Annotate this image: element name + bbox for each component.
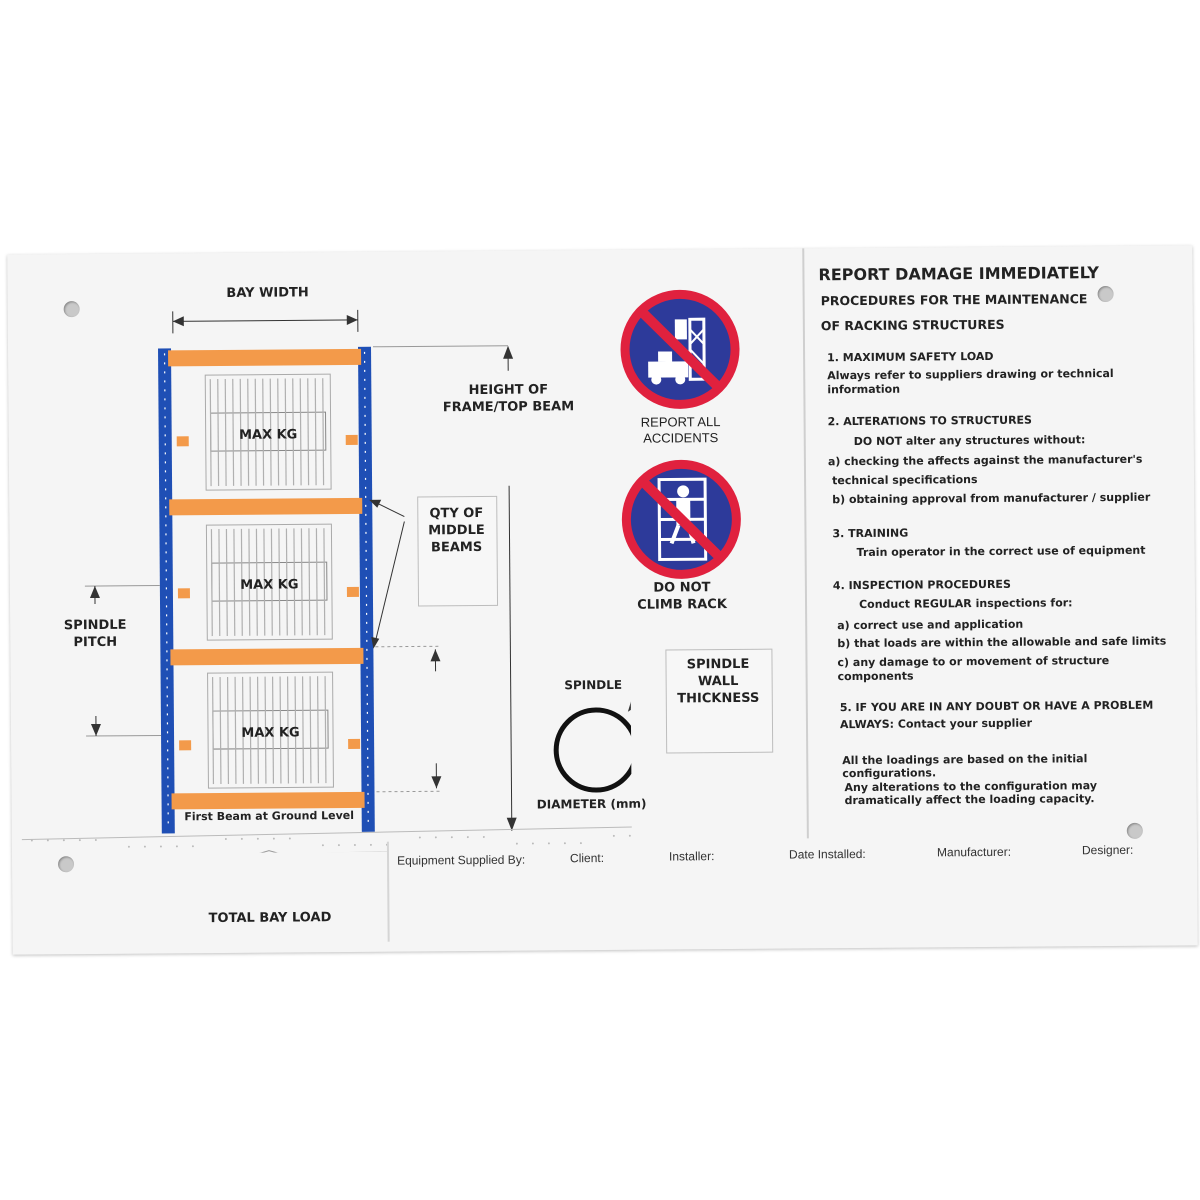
report-accidents-line-1: REPORT ALL (640, 414, 721, 430)
loading-note: dramatically affect the loading capacity. (844, 792, 1095, 808)
wall-thickness-label-3: THICKNESS (677, 690, 760, 707)
section-2-title: 2. ALTERATIONS TO STRUCTURES (827, 413, 1032, 429)
section-2-line: DO NOT alter any structures without: (853, 433, 1086, 449)
footer-divider (387, 842, 390, 942)
diameter-label: DIAMETER (mm) (536, 796, 647, 812)
client-field: Client: (569, 850, 605, 866)
arm-bracket (347, 587, 359, 597)
section-4-line: components (837, 669, 914, 684)
section-4-title: 4. INSPECTION PROCEDURES (832, 577, 1011, 593)
wall-thickness-label-1: SPINDLE (686, 656, 750, 673)
qty-label-1: QTY OF (429, 505, 484, 522)
report-accidents-line-2: ACCIDENTS (643, 430, 719, 446)
date-installed-field: Date Installed: (788, 846, 866, 862)
total-bay-load-label: TOTAL BAY LOAD (208, 910, 332, 927)
first-beam-label: First Beam at Ground Level (184, 808, 355, 824)
left-upright (158, 348, 175, 833)
spindle-label: SPINDLE (564, 677, 623, 693)
report-damage-heading: REPORT DAMAGE IMMEDIATELY (818, 263, 1100, 285)
arm-bracket (178, 588, 190, 598)
qty-label-3: BEAMS (430, 539, 483, 556)
section-4-line: c) any damage to or movement of structure (837, 654, 1110, 670)
arm-bracket (346, 435, 358, 445)
qty-label-2: MIDDLE (428, 522, 485, 539)
middle-beam (169, 498, 362, 516)
middle-beam (170, 648, 363, 666)
racking-load-sign (7, 245, 1197, 954)
section-3-line: Train operator in the correct use of equipment (856, 543, 1146, 560)
section-2-line: technical specifications (832, 473, 978, 488)
manufacturer-field: Manufacturer: (936, 844, 1012, 860)
designer-field: Designer: (1081, 842, 1134, 858)
mounting-hole (58, 856, 74, 872)
procedures-subheading-2: OF RACKING STRUCTURES (820, 316, 1005, 334)
spindle-ring (556, 710, 632, 791)
do-not-climb-line-1: DO NOT (653, 580, 711, 596)
loading-note: configurations. (842, 766, 937, 781)
height-label-1: HEIGHT OF (468, 382, 549, 399)
racking-diagram (7, 250, 632, 855)
arm-bracket (177, 436, 189, 446)
bay-width-label: BAY WIDTH (226, 285, 309, 301)
max-kg-label: MAX KG (241, 725, 300, 741)
no-forklift-accident-icon (620, 289, 741, 410)
spindle-pitch-label-1: SPINDLE (63, 617, 127, 634)
section-4-line: a) correct use and application (837, 617, 1024, 633)
section-1-title: 1. MAXIMUM SAFETY LOAD (827, 349, 994, 365)
section-1-line: information (827, 382, 901, 397)
right-upright (358, 347, 375, 832)
loading-note: Any alterations to the configuration may (844, 779, 1098, 795)
maintenance-procedures-panel (802, 245, 1199, 838)
ground-beam (172, 792, 365, 810)
section-5-title: 5. IF YOU ARE IN ANY DOUBT OR HAVE A PROBLEM (839, 698, 1154, 715)
installer-field: Installer: (668, 849, 715, 864)
loading-note: All the loadings are based on the initial (842, 752, 1088, 768)
section-1-line: Always refer to suppliers drawing or technical (827, 366, 1114, 383)
equipment-supplied-by-field: Equipment Supplied By: (396, 852, 526, 868)
section-2-line: b) obtaining approval from manufacturer / supplier (832, 490, 1151, 507)
no-climbing-icon (621, 459, 742, 580)
procedures-subheading-1: PROCEDURES FOR THE MAINTENANCE (820, 291, 1088, 309)
section-4-line: b) that loads are within the allowable and safe limits (837, 634, 1167, 651)
do-not-climb-line-2: CLIMB RACK (637, 597, 727, 613)
section-3-title: 3. TRAINING (832, 526, 909, 541)
max-kg-label: MAX KG (240, 577, 299, 593)
height-label-2: FRAME/TOP BEAM (442, 399, 575, 416)
arm-bracket (179, 740, 191, 750)
arm-bracket (348, 739, 360, 749)
section-2-line: a) checking the affects against the manufacturer's (827, 452, 1143, 469)
max-kg-label: MAX KG (238, 427, 298, 443)
wall-thickness-label-2: WALL (697, 673, 739, 690)
section-4-line: Conduct REGULAR inspections for: (858, 596, 1073, 611)
top-beam (168, 349, 361, 367)
section-5-line: ALWAYS: Contact your supplier (839, 716, 1033, 732)
spindle-pitch-label-2: PITCH (73, 634, 118, 651)
